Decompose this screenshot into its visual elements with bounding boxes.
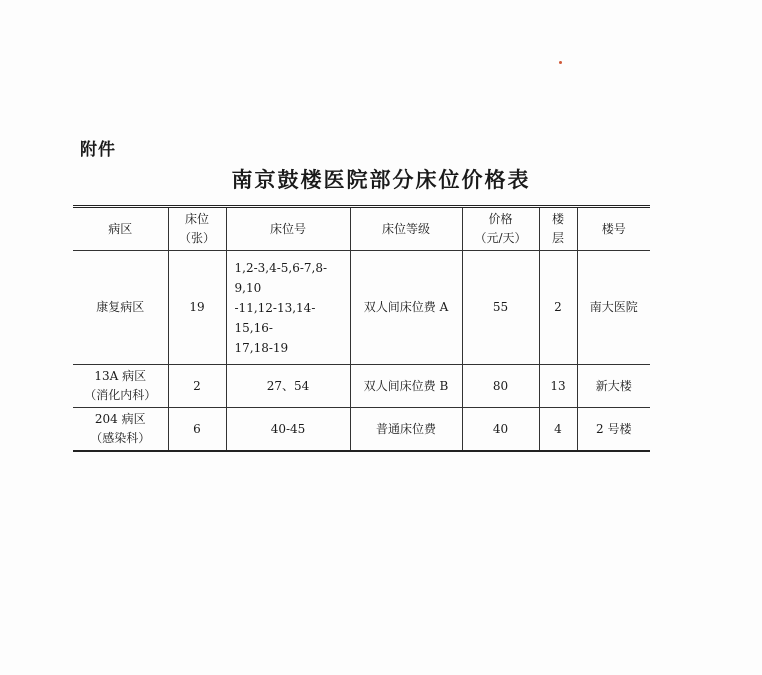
- cell-price: 80: [462, 365, 539, 408]
- cell-building: 新大楼: [577, 365, 650, 408]
- cell-bed-numbers: 27、54: [226, 365, 350, 408]
- cell-floor: 13: [539, 365, 577, 408]
- cell-ward: 13A 病区 （消化内科）: [73, 365, 168, 408]
- header-bed-count: 床位 （张）: [168, 207, 226, 251]
- cell-bed-grade: 双人间床位费 B: [350, 365, 462, 408]
- table-header-row: [73, 207, 650, 251]
- header-ward: 病区: [73, 207, 168, 251]
- cell-bed-numbers: 40-45: [226, 408, 350, 452]
- header-floor: 楼 层: [539, 207, 577, 251]
- cell-floor: 2: [539, 251, 577, 365]
- table-row: [73, 251, 650, 365]
- cell-bed-count: 19: [168, 251, 226, 365]
- header-bed-numbers: 床位号: [226, 207, 350, 251]
- bed-price-table: [73, 205, 650, 452]
- cell-bed-count: 6: [168, 408, 226, 452]
- cell-price: 55: [462, 251, 539, 365]
- cell-price: 40: [462, 408, 539, 452]
- header-bed-grade: 床位等级: [350, 207, 462, 251]
- cell-bed-count: 2: [168, 365, 226, 408]
- ink-speck: [559, 61, 562, 64]
- document-title: 南京鼓楼医院部分床位价格表: [231, 167, 531, 192]
- table-row: [73, 365, 650, 408]
- cell-building: 2 号楼: [577, 408, 650, 452]
- cell-bed-grade: 双人间床位费 A: [350, 251, 462, 365]
- cell-ward: 康复病区: [73, 251, 168, 365]
- cell-floor: 4: [539, 408, 577, 452]
- table-row: [73, 408, 650, 452]
- header-price: 价格 （元/天）: [462, 207, 539, 251]
- attachment-label: 附件: [80, 140, 116, 160]
- cell-ward: 204 病区 （感染科）: [73, 408, 168, 452]
- header-building: 楼号: [577, 207, 650, 251]
- cell-bed-grade: 普通床位费: [350, 408, 462, 452]
- cell-bed-numbers: 1,2-3,4-5,6-7,8-9,10 -11,12-13,14-15,16- 17,18-19: [226, 251, 350, 365]
- cell-building: 南大医院: [577, 251, 650, 365]
